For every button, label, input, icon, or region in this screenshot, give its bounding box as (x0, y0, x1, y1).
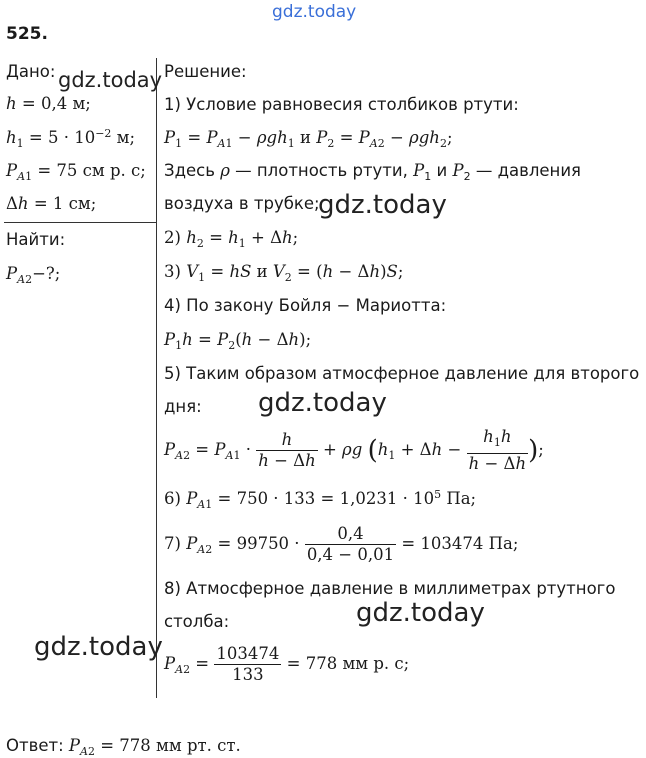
solution-step-2: 2) $h_2 = h_1 + \Delta h$; (164, 228, 299, 250)
find-expr: $P_{A2}-$?; (6, 264, 61, 286)
solution-step-1: 1) Условие равновесия столбиков ртути: (164, 95, 519, 114)
equilibrium-equations: $P_1 = P_{A1} - \rho gh_1$ и $P_2 = P_{A2} - \rho gh_2$; (164, 128, 453, 150)
boyle-mariotte-eq: $P_1h = P_2(h - \Delta h)$; (164, 330, 312, 352)
solution-step-8: 8) Атмосферное давление в миллиметрах ртутного (164, 579, 616, 598)
problem-number: 525. (6, 24, 48, 44)
watermark-left: gdz.today (34, 632, 163, 662)
main-formula: $P_{A2} = P_{A1}$ · $\frac{h}{h - \Delta h}$ + ρg ($h_1 + \Delta h$ − $\frac{h_1h}{h - \Delta h}$ ); (164, 427, 544, 473)
given-pa1: $P_{A1} = 75$ см р. с; (6, 161, 146, 183)
solution-step-3: 3) $V_1$ = hS и $V_2 = (h - \Delta h)S$; (164, 262, 404, 284)
given-h1: $h_1 = 5 \cdot 10^{-2}$ м; (6, 127, 136, 150)
watermark-given: gdz.today (58, 68, 163, 92)
solution-step-5: 5) Таким образом атмосферное давление для второго (164, 364, 640, 383)
given-dh: Δh = 1 см; (6, 194, 97, 213)
answer: Ответ: $P_{A2} = 778$ мм рт. ст. (6, 736, 241, 758)
find-label: Найти: (6, 230, 66, 249)
watermark-mid-1: gdz.today (318, 190, 447, 220)
solution-step-7: 7) $P_{A2} = 99750$ · $\frac{0,4}{0,4 - 0,01}$ = 103474 Па; (164, 524, 519, 564)
watermark-mid-2: gdz.today (258, 388, 387, 418)
solution-step-6: 6) $P_{A1} = 750 \cdot 133 = 1,0231 \cdot 10^5$ Па; (164, 488, 477, 511)
explanation-line: Здесь ρ — плотность ртути, $P_1$ и $P_2$ — давления (164, 161, 581, 183)
given-h: h = 0,4 м; (6, 94, 91, 113)
solution-step-5-cont: дня: (164, 397, 202, 416)
solution-step-4: 4) По закону Бойля − Мариотта: (164, 296, 447, 315)
watermark-top: gdz.today (272, 2, 357, 22)
given-divider (4, 222, 156, 223)
explanation-line-2: воздуха в трубке; (164, 194, 320, 213)
vertical-divider (156, 58, 157, 698)
solution-step-8-cont: столба: (164, 612, 230, 631)
final-conversion: $P_{A2}$ = $\frac{103474}{133}$ = 778 мм р. с; (164, 644, 410, 684)
solution-label: Решение: (164, 62, 247, 81)
watermark-mid-3: gdz.today (356, 598, 485, 628)
given-label: Дано: (6, 62, 56, 81)
